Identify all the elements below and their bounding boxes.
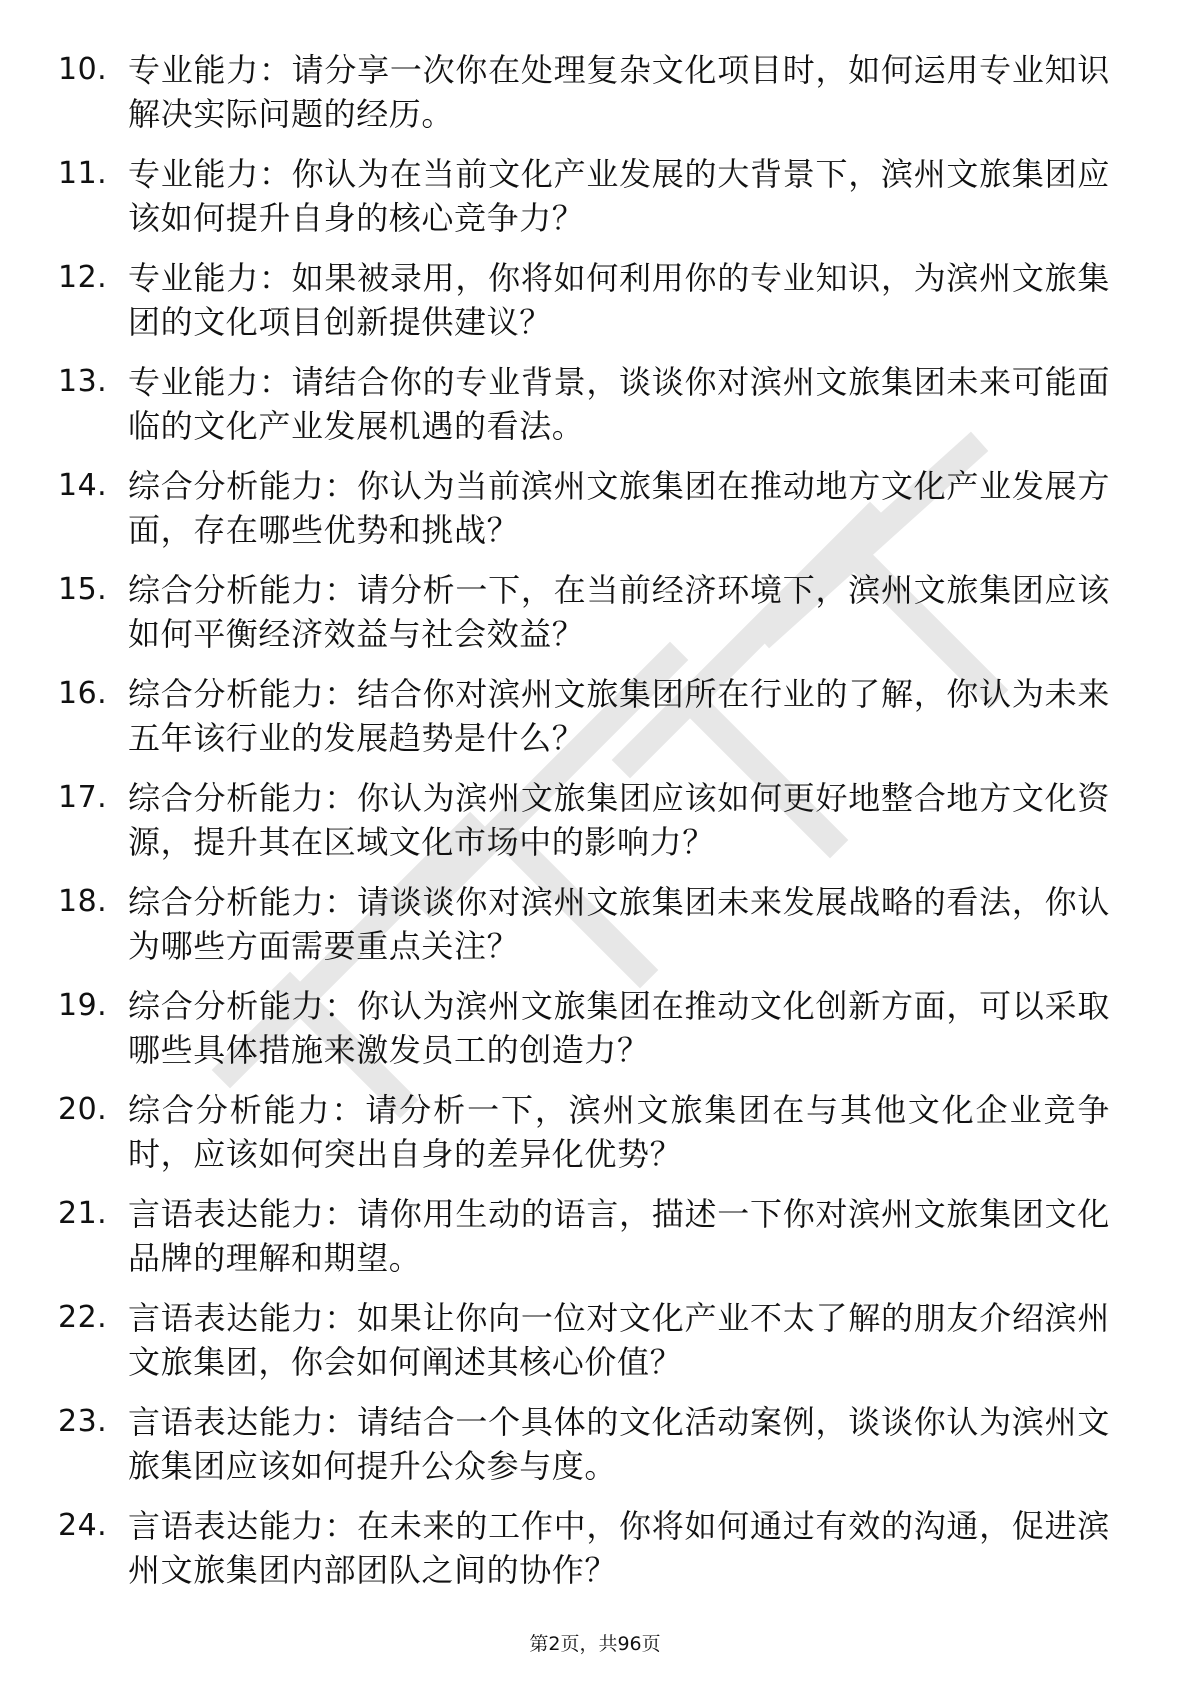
question-number: 15. [58,572,108,607]
question-number: 13. [58,364,108,399]
question-number: 21. [58,1196,108,1231]
question-number: 19. [58,988,108,1023]
question-item [58,1400,1110,1504]
question-number: 11. [58,156,108,191]
question-number: 16. [58,676,108,711]
question-text: 专业能力：你认为在当前文化产业发展的大背景下，滨州文旅集团应该如何提升自身的核心竞争力？ [128,155,1110,237]
question-number: 12. [58,260,108,295]
page-footer [0,1632,1190,1656]
question-item [58,1088,1110,1192]
question-text: 专业能力：请分享一次你在处理复杂文化项目时，如何运用专业知识解决实际问题的经历。 [128,51,1110,133]
question-item [58,880,1110,984]
question-text: 言语表达能力：在未来的工作中，你将如何通过有效的沟通，促进滨州文旅集团内部团队之间的协作？ [128,1507,1110,1589]
question-text: 言语表达能力：请你用生动的语言，描述一下你对滨州文旅集团文化品牌的理解和期望。 [128,1195,1110,1277]
question-item [58,776,1110,880]
question-text: 综合分析能力：你认为滨州文旅集团应该如何更好地整合地方文化资源，提升其在区域文化市场中的影响力？ [128,779,1110,861]
question-item [58,1504,1110,1608]
question-text: 言语表达能力：请结合一个具体的文化活动案例，谈谈你认为滨州文旅集团应该如何提升公众参与度。 [128,1403,1110,1485]
question-number: 23. [58,1404,108,1439]
question-item [58,464,1110,568]
question-item [58,984,1110,1088]
page-number-label: 第2页，共96页 [529,1633,661,1655]
question-item [58,152,1110,256]
question-text: 综合分析能力：结合你对滨州文旅集团所在行业的了解，你认为未来五年该行业的发展趋势是什么？ [128,675,1110,757]
question-item [58,256,1110,360]
question-number: 14. [58,468,108,503]
question-number: 24. [58,1508,108,1543]
question-number: 22. [58,1300,108,1335]
question-item [58,48,1110,152]
question-item [58,1192,1110,1296]
question-list [58,48,1110,1608]
question-text: 综合分析能力：请谈谈你对滨州文旅集团未来发展战略的看法，你认为哪些方面需要重点关注？ [128,883,1110,965]
question-item [58,672,1110,776]
question-number: 20. [58,1092,108,1127]
question-text: 言语表达能力：如果让你向一位对文化产业不太了解的朋友介绍滨州文旅集团，你会如何阐述其核心价值？ [128,1299,1110,1381]
question-text: 综合分析能力：你认为滨州文旅集团在推动文化创新方面，可以采取哪些具体措施来激发员工的创造力？ [128,987,1110,1069]
question-text: 综合分析能力：你认为当前滨州文旅集团在推动地方文化产业发展方面，存在哪些优势和挑战？ [128,467,1110,549]
question-number: 17. [58,780,108,815]
question-text: 专业能力：请结合你的专业背景，谈谈你对滨州文旅集团未来可能面临的文化产业发展机遇的看法。 [128,363,1110,445]
question-number: 18. [58,884,108,919]
question-item [58,568,1110,672]
question-text: 综合分析能力：请分析一下，滨州文旅集团在与其他文化企业竞争时，应该如何突出自身的差异化优势？ [128,1091,1110,1173]
question-number: 10. [58,52,108,87]
question-text: 综合分析能力：请分析一下，在当前经济环境下，滨州文旅集团应该如何平衡经济效益与社会效益？ [128,571,1110,653]
question-item [58,360,1110,464]
question-item [58,1296,1110,1400]
question-text: 专业能力：如果被录用，你将如何利用你的专业知识，为滨州文旅集团的文化项目创新提供建议？ [128,259,1110,341]
